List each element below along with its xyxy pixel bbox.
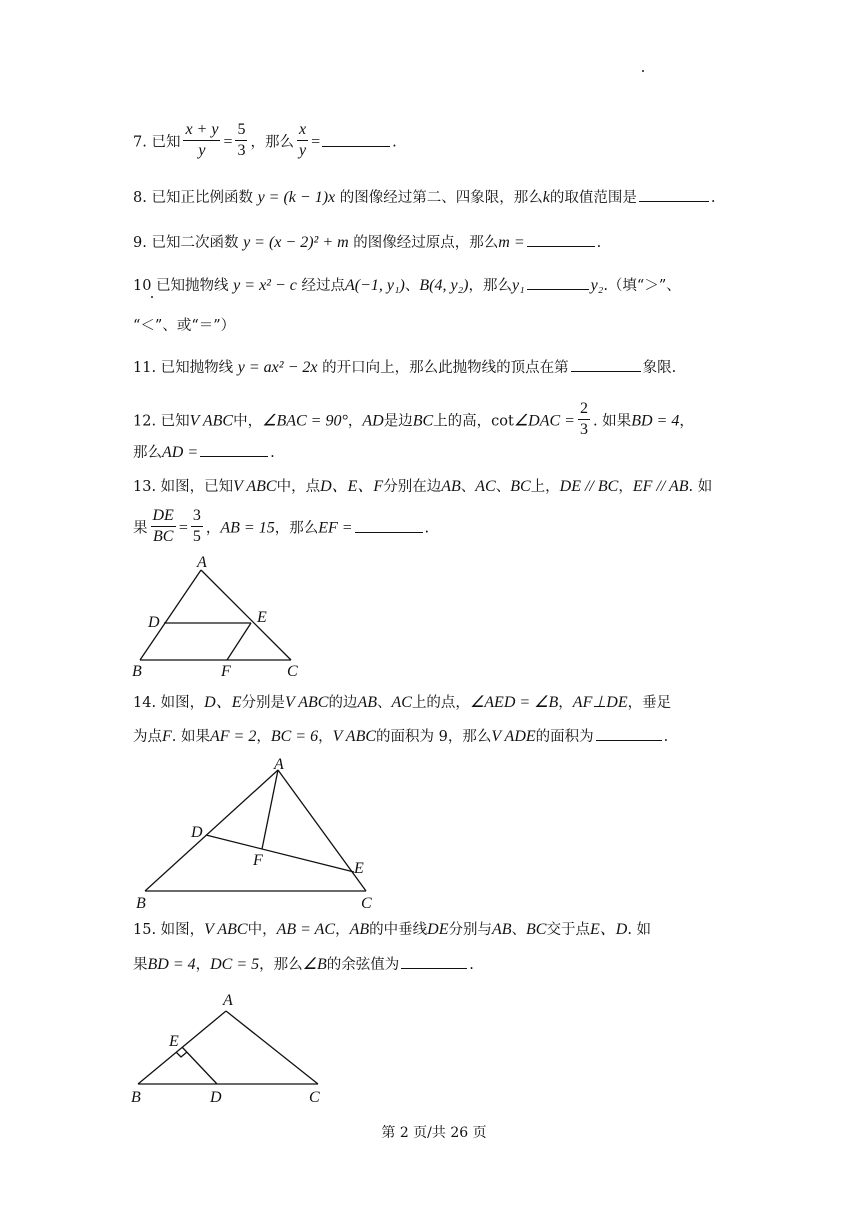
math-expression: y = ax² − 2x bbox=[237, 359, 318, 376]
numerator: 3 bbox=[191, 506, 203, 527]
text: . bbox=[596, 235, 602, 251]
text: 分别在边 bbox=[383, 479, 442, 495]
math-expression: BD = 4 bbox=[147, 956, 196, 973]
numerator: DE bbox=[151, 506, 176, 527]
segment-ab bbox=[145, 770, 278, 891]
question-13-line2: 果 $\frac{DE}{BC}$ = $\frac{3}{5}$ ，AB = 15，那么EF = . bbox=[133, 507, 430, 545]
math-segment: DE bbox=[427, 921, 449, 938]
math-triangle: V ABC bbox=[233, 478, 277, 495]
label-b: B bbox=[136, 895, 146, 912]
label-a: A bbox=[274, 756, 284, 773]
text: 已知抛物线 bbox=[156, 278, 229, 294]
math-expression: BD = 4 bbox=[631, 412, 680, 430]
math-points: D、E、F bbox=[320, 478, 384, 495]
text: 已知二次函数 bbox=[151, 235, 239, 251]
question-12-line2 bbox=[133, 443, 275, 463]
text: 交于点 bbox=[546, 922, 590, 938]
text: . bbox=[392, 134, 397, 151]
text: 已知抛物线 bbox=[160, 360, 234, 376]
answer-blank bbox=[639, 200, 709, 202]
answer-blank bbox=[401, 967, 467, 969]
scan-dot bbox=[642, 70, 644, 72]
denominator: y bbox=[198, 142, 206, 159]
text: ，那么 bbox=[259, 957, 303, 973]
label-c: C bbox=[309, 1089, 320, 1106]
math-triangle: V ADE bbox=[491, 728, 536, 745]
question-13 bbox=[133, 477, 712, 497]
label-d: D bbox=[210, 1089, 222, 1106]
text: ，那么 bbox=[250, 134, 294, 151]
text: 象限. bbox=[642, 360, 677, 376]
text: 已知正比例函数 bbox=[151, 190, 253, 206]
question-number: 12. bbox=[133, 413, 157, 430]
text: 的面积为 bbox=[535, 729, 594, 745]
text: 、 bbox=[376, 695, 392, 711]
text: . bbox=[270, 445, 275, 461]
math-expression: DE // BC bbox=[559, 478, 619, 495]
math-expression: ∠AED = ∠B bbox=[469, 694, 559, 711]
math-segment: BC bbox=[526, 921, 547, 938]
numerator: x + y bbox=[183, 120, 220, 141]
math-expression: EF = bbox=[318, 519, 353, 537]
label-b: B bbox=[131, 1089, 141, 1106]
math-segment: AB bbox=[357, 694, 377, 711]
segment-ac bbox=[201, 570, 291, 660]
fraction bbox=[235, 120, 247, 161]
question-15-line2 bbox=[133, 955, 474, 975]
answer-blank bbox=[322, 145, 390, 147]
denominator: y bbox=[298, 142, 307, 159]
text: 为点 bbox=[133, 729, 162, 745]
text: 的边 bbox=[328, 695, 358, 711]
text: ， bbox=[347, 413, 363, 430]
text: ， bbox=[205, 520, 221, 537]
math-expression: BC = 6 bbox=[270, 728, 319, 745]
text: ， bbox=[318, 729, 333, 745]
math-expression: m = bbox=[498, 234, 525, 251]
text: 分别与 bbox=[448, 922, 492, 938]
numerator: 5 bbox=[235, 120, 247, 141]
math-expression: y = x² − c bbox=[233, 277, 297, 294]
fraction bbox=[191, 506, 203, 547]
math-triangle: V ABC bbox=[285, 694, 329, 711]
page-footer: 第 2 页/共 26 页 bbox=[381, 1125, 487, 1141]
segment-ac bbox=[278, 770, 366, 891]
text: “＜”、或“＝”） bbox=[133, 318, 236, 334]
text: 的面积为 9，那么 bbox=[376, 729, 492, 745]
denominator: BC bbox=[152, 528, 174, 545]
label-e: E bbox=[169, 1033, 179, 1050]
math-expression: AB = 15 bbox=[220, 519, 275, 537]
text: 上的高，cot bbox=[433, 413, 514, 430]
math-segment: BC bbox=[510, 478, 531, 495]
figure-14 bbox=[128, 755, 388, 915]
right-angle-mark bbox=[176, 1052, 187, 1057]
label-c: C bbox=[361, 895, 372, 912]
math-expression: AF⊥DE bbox=[572, 694, 628, 711]
question-10-line2 bbox=[133, 316, 235, 336]
label-e: E bbox=[354, 860, 364, 877]
text: 如图，已知 bbox=[160, 479, 234, 495]
math-triangle: V ABC bbox=[189, 412, 234, 430]
label-c: C bbox=[287, 663, 298, 680]
denominator: 3 bbox=[579, 421, 588, 438]
denominator: 5 bbox=[192, 528, 201, 545]
equals: = bbox=[223, 133, 233, 151]
math-expression: DC = 5 bbox=[210, 956, 260, 973]
label-a: A bbox=[197, 554, 207, 571]
label-d: D bbox=[148, 614, 160, 631]
math-expression: AD = bbox=[162, 444, 199, 461]
text: 的开口向上，那么此抛物线的顶点在第 bbox=[322, 360, 569, 376]
label-b: B bbox=[132, 663, 142, 680]
question-10 bbox=[133, 276, 681, 296]
math-triangle: V ABC bbox=[204, 921, 248, 938]
text: ， bbox=[195, 957, 211, 973]
text: 中， bbox=[233, 413, 263, 430]
figure-13 bbox=[128, 552, 308, 680]
text: 中， bbox=[247, 922, 277, 938]
text: 如图， bbox=[160, 922, 205, 938]
text: 的图像经过第二、四象限，那么 bbox=[339, 190, 543, 206]
question-number: 15. bbox=[133, 922, 157, 938]
math-segment: AB bbox=[349, 921, 370, 938]
segment-ac bbox=[226, 1011, 318, 1084]
text: 的中垂线 bbox=[369, 922, 428, 938]
math-segment: AC bbox=[391, 694, 412, 711]
math-triangle: V ABC bbox=[332, 728, 377, 745]
text: ， bbox=[335, 922, 350, 938]
text: 、 bbox=[460, 479, 476, 495]
answer-blank bbox=[527, 288, 589, 290]
math-expression: AF = 2 bbox=[210, 728, 257, 745]
math-expression: ∠B bbox=[302, 956, 327, 973]
math-point: F bbox=[162, 728, 172, 745]
question-number: 7. bbox=[133, 134, 147, 151]
text: . bbox=[710, 190, 716, 206]
text: 是边 bbox=[383, 413, 413, 430]
answer-blank bbox=[527, 245, 595, 247]
text: 分别是 bbox=[241, 695, 286, 711]
text: . bbox=[469, 957, 474, 973]
math-point: A(−1, y₁) bbox=[344, 277, 405, 294]
fraction bbox=[183, 120, 220, 161]
fraction bbox=[578, 399, 590, 440]
fraction bbox=[297, 120, 308, 161]
text: 果 bbox=[133, 520, 148, 537]
math-expression: EF // AB bbox=[632, 478, 689, 495]
label-e: E bbox=[257, 609, 267, 626]
text: ，那么 bbox=[274, 520, 319, 537]
text: 的取值范围是 bbox=[549, 190, 637, 206]
text: 已知 bbox=[151, 134, 181, 151]
text: . bbox=[663, 729, 669, 745]
equals: = bbox=[311, 133, 321, 151]
text: 的图像经过原点，那么 bbox=[353, 235, 499, 251]
question-12 bbox=[133, 401, 694, 442]
segment-ef bbox=[227, 623, 251, 660]
math-segment: AB bbox=[441, 478, 461, 495]
math-expression: AB = AC bbox=[276, 921, 336, 938]
figure-15 bbox=[128, 988, 328, 1108]
text: . 如果 bbox=[171, 729, 210, 745]
question-7 bbox=[133, 122, 397, 163]
fraction bbox=[151, 506, 176, 547]
text: . 如 bbox=[688, 479, 713, 495]
label-d: D bbox=[191, 824, 203, 841]
text: ，垂足 bbox=[627, 695, 672, 711]
math-segment: AC bbox=[475, 478, 496, 495]
text: 、 bbox=[404, 278, 420, 294]
text: . 如 bbox=[627, 922, 652, 938]
math-expression: ∠BAC = 90° bbox=[262, 412, 348, 430]
text: ， bbox=[679, 413, 694, 430]
denominator: 3 bbox=[237, 142, 246, 159]
text: 、 bbox=[511, 922, 527, 938]
math-variable: k bbox=[542, 189, 550, 206]
text: 上， bbox=[530, 479, 560, 495]
label-f: F bbox=[253, 852, 263, 869]
question-number: 10 bbox=[133, 278, 152, 294]
question-9 bbox=[133, 233, 601, 253]
label-f: F bbox=[221, 663, 231, 680]
question-11 bbox=[133, 358, 676, 378]
question-15 bbox=[133, 920, 651, 940]
text: 、 bbox=[495, 479, 511, 495]
text: .（填“＞”、 bbox=[603, 278, 681, 294]
text: 果 bbox=[133, 957, 148, 973]
question-number: 13. bbox=[133, 479, 157, 495]
numerator: 2 bbox=[578, 399, 590, 420]
question-number: 11. bbox=[133, 360, 157, 376]
answer-blank bbox=[596, 739, 662, 741]
math-points: D、E bbox=[204, 694, 242, 711]
numerator: x bbox=[297, 120, 308, 141]
answer-blank bbox=[200, 455, 268, 457]
math-expression: ∠DAC = bbox=[513, 412, 575, 430]
text: 已知 bbox=[160, 413, 190, 430]
math-expression: y = (x − 2)² + m bbox=[243, 234, 349, 251]
question-14 bbox=[133, 693, 671, 713]
text: 上的点， bbox=[411, 695, 470, 711]
math-point: B(4, y₂) bbox=[419, 277, 469, 294]
math-points: E、D bbox=[589, 921, 628, 938]
text: 经过点 bbox=[301, 278, 345, 294]
question-number: 8. bbox=[133, 190, 147, 206]
text: ， bbox=[256, 729, 271, 745]
text: 那么 bbox=[133, 445, 162, 461]
label-a: A bbox=[223, 992, 233, 1009]
question-8 bbox=[133, 188, 715, 208]
question-number: 14. bbox=[133, 695, 157, 711]
answer-blank bbox=[355, 531, 423, 533]
math-segment: AD bbox=[362, 412, 384, 430]
text: 如图， bbox=[160, 695, 205, 711]
answer-blank bbox=[571, 370, 641, 372]
question-14-line2 bbox=[133, 727, 668, 747]
math-expression: y = (k − 1)x bbox=[257, 189, 336, 206]
math-segment: AB bbox=[491, 921, 512, 938]
text: ， bbox=[618, 479, 633, 495]
text: ，那么 bbox=[468, 278, 512, 294]
text: 的余弦值为 bbox=[326, 957, 400, 973]
text: . bbox=[424, 520, 430, 537]
scan-dot bbox=[151, 296, 153, 298]
math-segment: BC bbox=[412, 412, 434, 430]
text: 中，点 bbox=[276, 479, 321, 495]
math-variable: y₂ bbox=[590, 277, 604, 294]
segment-de bbox=[206, 835, 354, 872]
text: . 如果 bbox=[592, 413, 632, 430]
text: ， bbox=[558, 695, 573, 711]
question-number: 9. bbox=[133, 235, 147, 251]
math-variable: y₁ bbox=[511, 277, 525, 294]
